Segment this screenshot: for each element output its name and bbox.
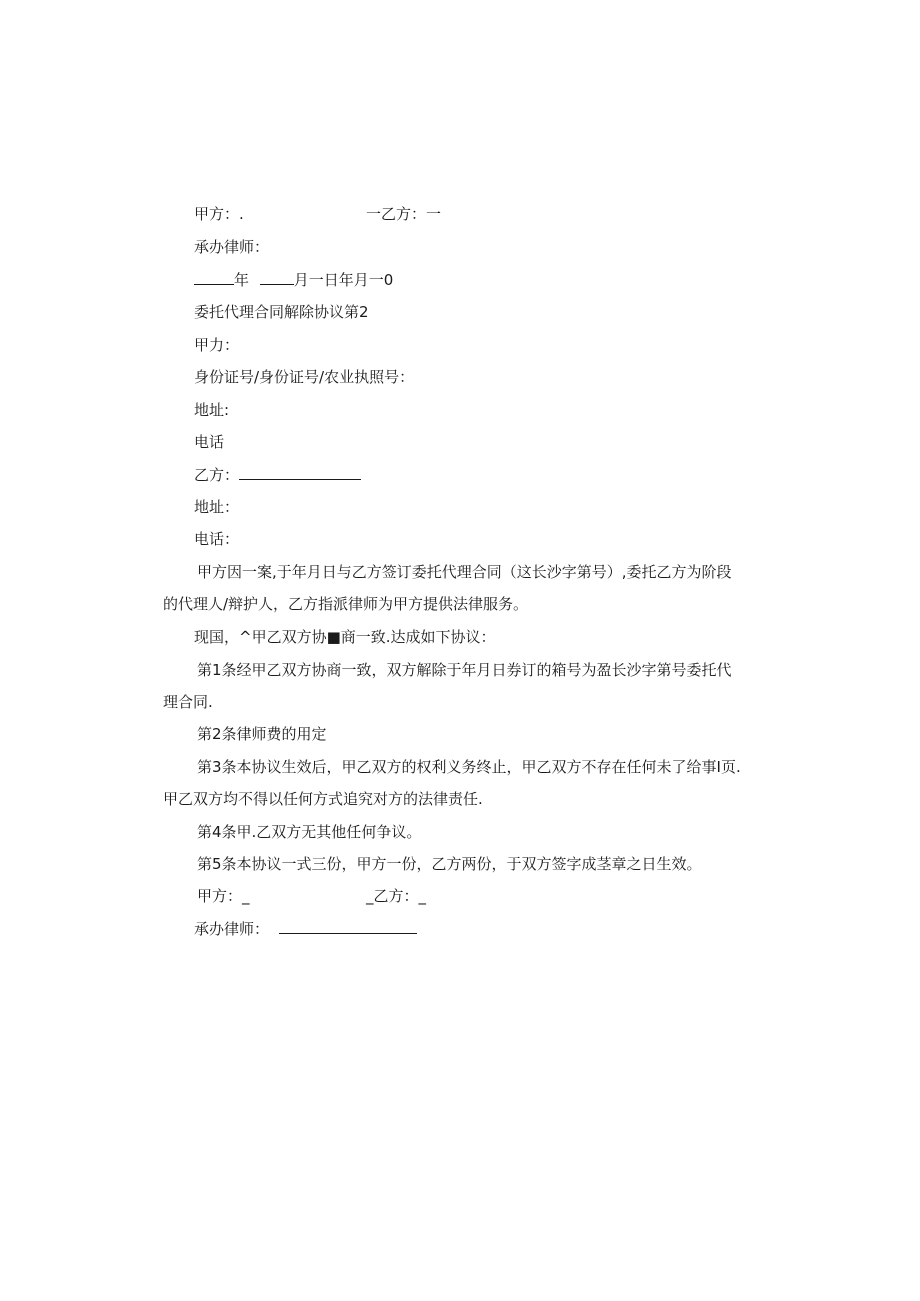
bottom-lawyer-field — [194, 919, 417, 939]
article2-line: 第2条律师费的用定 — [197, 725, 327, 743]
article3-line1: 第3条本协议生效后，甲乙双方的权利义务终止，甲乙双方不存在任何未了给事I页. — [197, 758, 741, 776]
now-agreement-line: 现国，^甲乙双方协■商一致.达成如下协议： — [194, 628, 496, 646]
address-a-label: 地址: — [194, 401, 230, 419]
intro-paragraph-line2: 的代理人/辩护人，乙方指派律师为甲方提供法律服务。 — [163, 595, 529, 613]
top-lawyer-label: 承办律师： — [194, 238, 270, 256]
article5-line: 第5条本协议一式三份，甲方一份，乙方两份，于双方签字成茎章之日生效。 — [197, 855, 702, 873]
bottom-party-b-label: _乙方：_ — [366, 887, 427, 905]
id-number-label: 身份证号/身份证号/农业执照号： — [194, 368, 415, 386]
party-b-field — [194, 465, 361, 485]
article1-line1: 第1条经甲乙双方协商一致，双方解除于年月日券订的箱号为盈长沙字第号委托代 — [197, 661, 732, 679]
article4-line: 第4条甲.乙双方无其他任何争议。 — [197, 823, 422, 841]
party-b-label: 乙方： — [194, 466, 240, 484]
second-agreement-title: 委托代理合同解除协议第2 — [194, 303, 369, 321]
date-rest-label: 月一日年月一0 — [293, 271, 394, 289]
article1-line2: 理合同. — [163, 693, 213, 711]
phone-a-label: 电话 — [194, 433, 225, 451]
party-b-blank — [239, 465, 361, 480]
article3-line2: 甲乙双方均不得以任何方式追究对方的法律责任. — [163, 790, 483, 808]
phone-b-label: 电话： — [194, 530, 240, 548]
date-year-label: 年 — [234, 271, 250, 289]
bottom-lawyer-blank — [279, 919, 417, 934]
date-month-blank — [260, 270, 294, 285]
party-a-label: 甲力： — [194, 336, 240, 354]
bottom-party-a-label: 甲方：_ — [197, 887, 250, 905]
intro-paragraph-line1: 甲方因一案,于年月日与乙方签订委托代理合同（这长沙字第号）,委托乙方为阶段 — [197, 563, 732, 581]
address-b-label: 地址： — [194, 498, 240, 516]
top-party-a-label: 甲方：. — [194, 205, 244, 223]
top-party-b-label: 一乙方：一 — [366, 205, 442, 223]
bottom-lawyer-label: 承办律师： — [194, 920, 270, 938]
top-date-line — [194, 270, 393, 290]
date-year-blank — [194, 270, 234, 285]
